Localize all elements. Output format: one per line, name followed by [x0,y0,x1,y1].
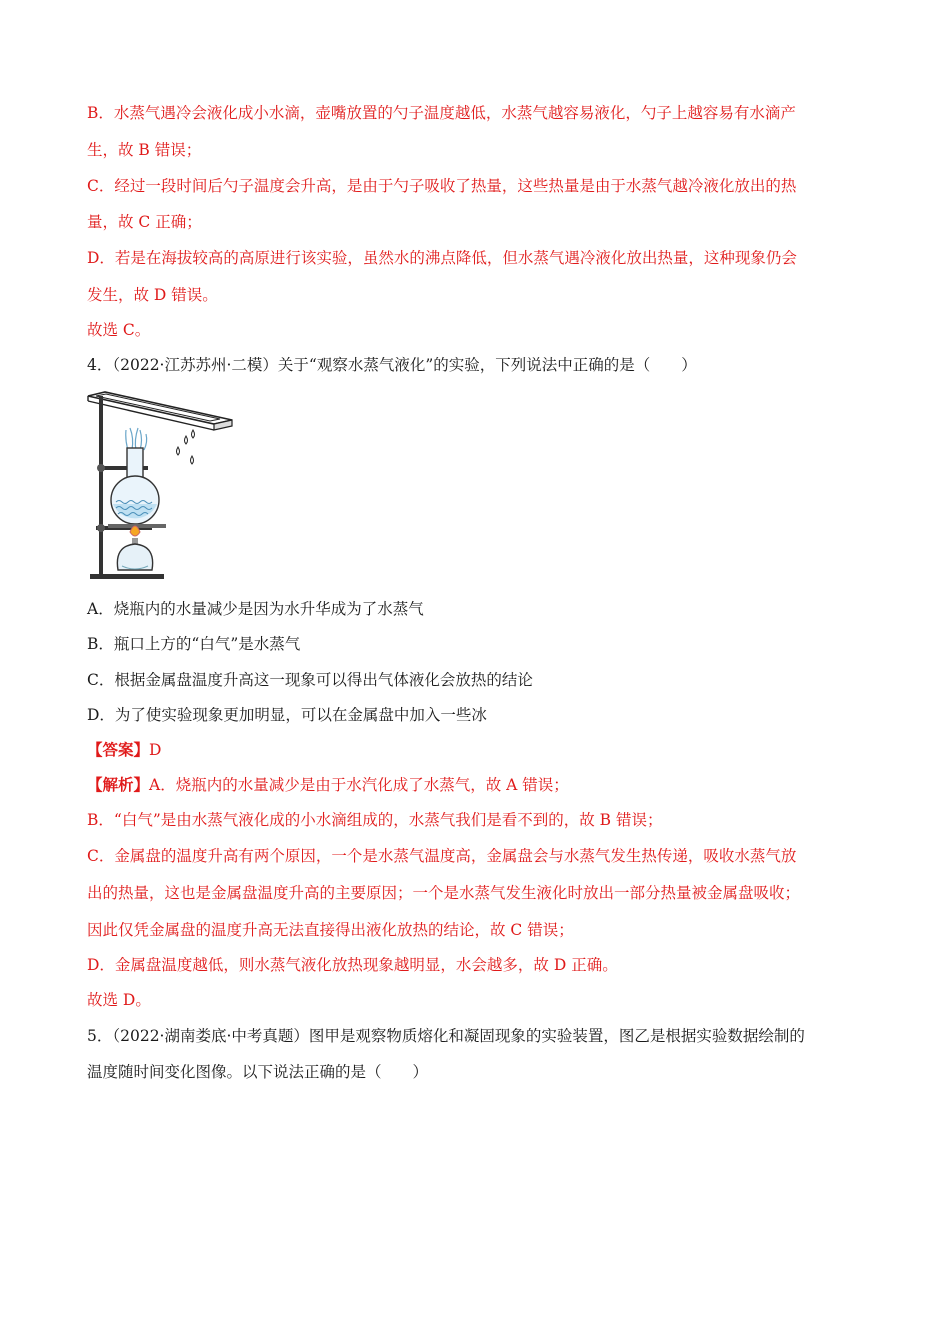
question4-option-c: C．根据金属盘温度升高这一现象可以得出气体液化会放热的结论 [87,671,533,689]
question5-stem-line2: 温度随时间变化图像。以下说法正确的是（ ） [87,1063,429,1081]
alcohol-lamp [117,526,152,570]
prev-conclusion: 故选 C。 [87,321,151,339]
question4-analysis-b: B．“白气”是由水蒸气液化成的小水滴组成的，水蒸气我们是看不到的，故 B 错误； [87,811,663,829]
metal-tray [88,392,232,430]
prev-analysis-c-line1: C．经过一段时间后勺子温度会升高，是由于勺子吸收了热量，这些热量是由于水蒸气越冷液化放出的热 [87,177,797,195]
round-flask [111,448,159,524]
prev-analysis-d-line2: 发生，故 D 错误。 [87,286,218,304]
prev-analysis-d-line1: D．若是在海拔较高的高原进行该实验，虽然水的沸点降低，但水蒸气遇冷液化放出热量，这种现象仍会 [87,249,797,267]
question4-analysis-d: D．金属盘温度越低，则水蒸气液化放热现象越明显，水会越多，故 D 正确。 [87,956,618,974]
prev-analysis-b-line2: 生，故 B 错误； [87,141,202,159]
question4-analysis-c-line2: 出的热量，这也是金属盘温度升高的主要原因；一个是水蒸气发生液化时放出一部分热量被金属盘吸收； [87,884,801,902]
answer-label: 【答案】 [87,740,150,759]
question5-stem-line1: 5．（2022·湖南娄底·中考真题）图甲是观察物质熔化和凝固现象的实验装置，图乙是根据实验数据绘制的 [87,1027,805,1045]
water-droplets [177,430,195,464]
question4-answer [87,740,867,760]
analysis-label: 【解析】 [87,775,150,794]
question4-option-a: A．烧瓶内的水量减少是因为水升华成为了水蒸气 [87,600,424,618]
question4-stem: 4．（2022·江苏苏州·二模）关于“观察水蒸气液化”的实验，下列说法中正确的是（ ） [87,356,697,374]
liquefaction-apparatus-figure [86,390,236,582]
prev-analysis-c-line2: 量，故 C 正确； [87,213,202,231]
analysis-a-text: A．烧瓶内的水量减少是由于水汽化成了水蒸气，故 A 错误； [149,776,569,794]
question4-analysis-c-line1: C．金属盘的温度升高有两个原因，一个是水蒸气温度高，金属盘会与水蒸气发生热传递，吸收水蒸气放 [87,847,797,865]
question4-option-d: D．为了使实验现象更加明显，可以在金属盘中加入一些冰 [87,706,487,724]
question4-option-b: B．瓶口上方的“白气”是水蒸气 [87,635,301,653]
question4-analysis-a [87,775,867,795]
question4-analysis-c-line3: 因此仅凭金属盘的温度升高无法直接得出液化放热的结论，故 C 错误； [87,921,574,939]
answer-value: D [149,741,162,759]
prev-analysis-b-line1: B．水蒸气遇冷会液化成小水滴，壶嘴放置的勺子温度越低，水蒸气越容易液化，勺子上越容易有水滴产 [87,104,796,122]
question4-conclusion: 故选 D。 [87,991,151,1009]
steam-wisps [126,428,147,450]
